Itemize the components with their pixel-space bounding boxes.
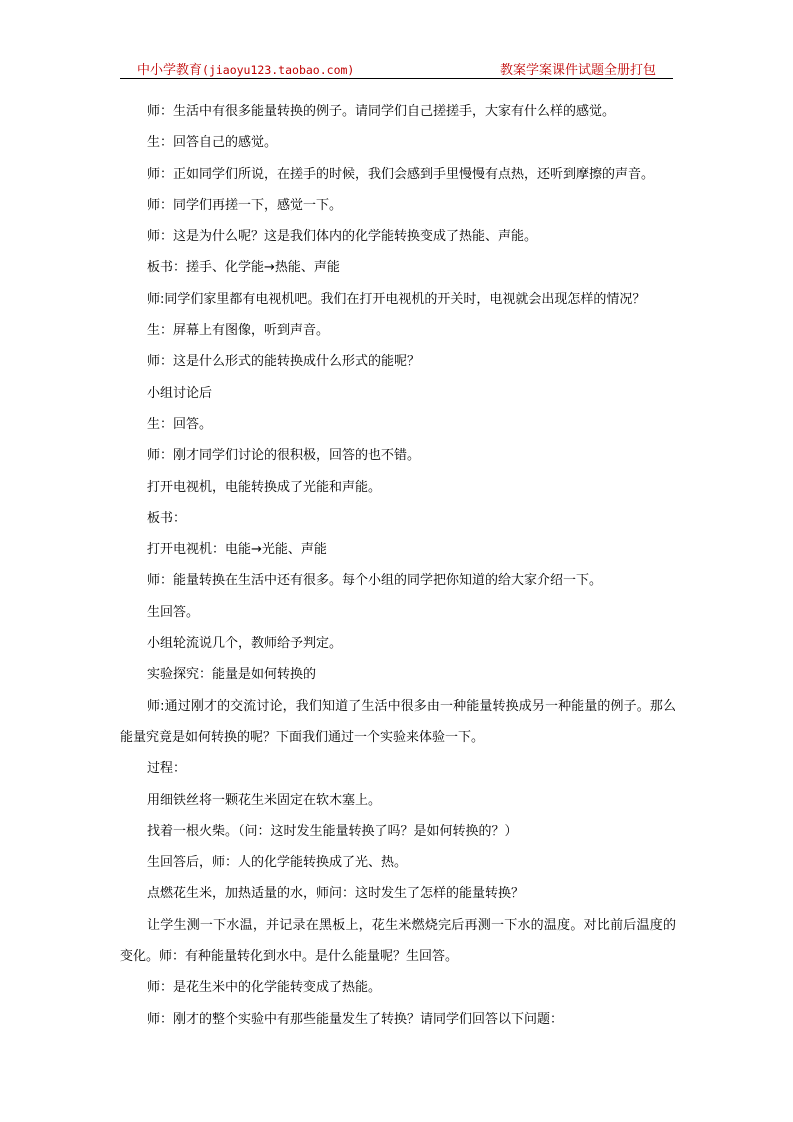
paragraph: 师：生活中有很多能量转换的例子。请同学们自己搓搓手，大家有什么样的感觉。 [147,104,616,119]
paragraph: 让学生测一下水温，并记录在黑板上，花生米燃烧完后再测一下水的温度。对比前后温度的变化。师：有种能量转化到水中。是什么能量呢？生回答。 [120,917,676,965]
paragraph: 生：回答自己的感觉。 [147,135,278,151]
paragraph: 打开电视机：电能→光能、声能 [147,542,327,558]
paragraph: 生：屏幕上有图像，听到声音。 [147,323,330,339]
paragraph: 师：是花生米中的化学能转变成了热能。 [147,980,382,996]
paragraph: 打开电视机，电能转换成了光能和声能。 [147,479,382,495]
paragraph: 师：正如同学们所说，在搓手的时候，我们会感到手里慢慢有点热，还听到摩擦的声音。 [147,166,655,182]
paragraph: 生：回答。 [147,416,213,432]
page-header [120,56,673,79]
paragraph: 过程： [147,761,187,777]
header-brand-url: (jiaoyu123.taobao.com) [202,63,355,77]
paragraph: 找着一根火柴。（问：这时发生能量转换了吗？是如何转换的？） [147,823,518,839]
document-body [120,96,676,1035]
header-tagline: 教案学案课件试题全册打包 [499,63,656,78]
paragraph: 实验探究：能量是如何转换的 [147,667,317,683]
paragraph: 师:同学们家里都有电视机吧。我们在打开电视机的开关时，电视就会出现怎样的情况？ [147,291,646,307]
paragraph: 师:通过刚才的交流讨论，我们知道了生活中很多由一种能量转换成另一种能量的例子。那么能量究竟是如何转换的呢？下面我们通过一个实验来体验一下。 [120,698,676,745]
paragraph: 小组讨论后 [147,385,213,401]
paragraph: 师：刚才同学们讨论的很积极，回答的也不错。 [147,448,421,464]
header-brand [137,59,354,78]
header-brand-name: 中小学教育 [137,63,203,78]
paragraph: 师：能量转换在生活中还有很多。每个小组的同学把你知道的给大家介绍一下。 [147,573,603,589]
paragraph: 小组轮流说几个，教师给予判定。 [147,636,343,652]
paragraph: 生回答。 [147,604,200,620]
paragraph: 用细铁丝将一颗花生米固定在软木塞上。 [147,792,382,808]
paragraph: 师：这是为什么呢？这是我们体内的化学能转换变成了热能、声能。 [147,229,538,245]
paragraph: 师：同学们再搓一下，感觉一下。 [147,197,343,213]
paragraph: 板书：搓手、化学能→热能、声能 [147,260,340,276]
paragraph: 生回答后，师：人的化学能转换成了光、热。 [147,855,408,871]
paragraph: 师：刚才的整个实验中有那些能量发生了转换？请同学们回答以下问题： [147,1011,564,1027]
paragraph: 点燃花生米，加热适量的水，师问：这时发生了怎样的能量转换？ [147,886,525,902]
paragraph: 师：这是什么形式的能转换成什么形式的能呢？ [147,354,421,370]
paragraph: 板书： [147,510,187,526]
